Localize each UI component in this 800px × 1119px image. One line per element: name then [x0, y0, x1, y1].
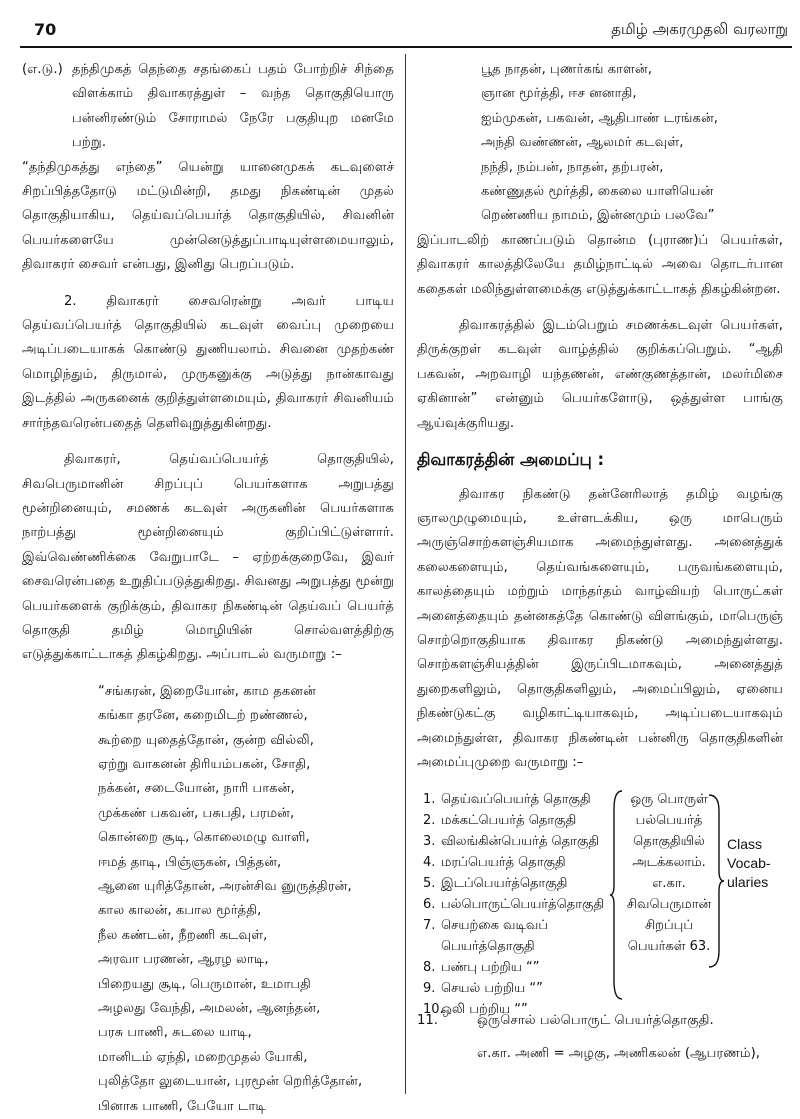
running-title: தமிழ் அகரமுதலி வரலாறு [611, 20, 788, 38]
class-note-line: சிவபெருமான் [626, 897, 712, 913]
verse-line: கால காலன், கபால மூர்த்தி, [98, 903, 262, 919]
page-number: 70 [34, 20, 57, 39]
verse-line: முக்கண் பகவன், பசுபதி, பரமன், [98, 805, 295, 821]
verse-line: கண்ணுதல் மூர்த்தி, கைலை யாளியென் [481, 184, 714, 200]
class-note [624, 789, 714, 957]
paragraph-6: திவாகர நிகண்டு தன்னேரிலாத் தமிழ் வழங்கு ஞாலமுழுமையும், உள்ளடக்கிய, ஒரு மாபெரும் அருஞ்சொற்களஞ்சியமாக அமைந்துள்ளது. அனைத்துக் கலைகளையும், தெய்வங்களையும், பருவங்களையும், காலத்தையும் மற்றும் மாந்தர்தம் வாழ்வியற் பொருட்கள் அனைத்தையும் தன்னகத்தே கொண்டு விளங்கும், மாபெருஞ் சொற்றொகுதியாக திவாகர நிகண்டு அமைந்துள்ளது. சொற்களஞ்சியத்தின் இருப்பிடமாகவும், அனைத்துத் துறைகளிலும், தொகுதிகளிலும், அமைப்பிலும், ஏனைய நிகண்டுகட்கு வழிகாட்டியாகவும், அடிப்படையாகவும் அமைந்துள்ள, திவாகர நிகண்டின் பன்னிரு தொகுதிகளின் அமைப்புமுறை வருமாறு :– [417, 486, 783, 770]
verse-line: மானிடம் ஏந்தி, மறைமுதல் யோகி, [98, 1049, 308, 1065]
column-divider [405, 54, 406, 1094]
verse-line: “சங்கரன், இறையோன், காம தகனன் [98, 683, 316, 699]
example-line: எ.கா. அணி = அழகு, அணிகலன் (ஆபரணம்), [477, 1045, 760, 1061]
class-item-label: தெய்வப்பெயர்த் தொகுதி [441, 792, 591, 808]
verse-line: ஈமத் தாடி, பிஞ்ஞகன், பித்தன், [98, 854, 282, 870]
verse-line: ஏற்று வாகனன் திரியம்பகன், சோதி, [98, 756, 311, 772]
verse-line: அரவா பரணன், ஆரழ லாடி, [98, 952, 269, 968]
class-item [423, 936, 623, 957]
class-item-label: இடப்பெயர்த்தொகுதி [441, 876, 568, 892]
class-item-number: 8. [423, 960, 436, 976]
verse-line: நீல கண்டன், நீறணி கடவுள், [98, 927, 268, 943]
class-item-number: 5. [423, 876, 436, 892]
class-note-line: பெயர்கள் 63. [627, 939, 711, 955]
class-item [423, 831, 623, 852]
class-item [423, 894, 623, 915]
class-item-label: பண்பு பற்றிய “” [441, 960, 540, 976]
class-item-label: பெயர்த்தொகுதி [441, 939, 535, 955]
verse-line: ஐம்முகன், பகவன், ஆதிபாண் டரங்கன், [481, 110, 718, 126]
right-brace [707, 793, 725, 969]
class-item-label: ஒலி பற்றிய “” [441, 1002, 528, 1018]
page-header [20, 20, 792, 46]
example-block [22, 58, 394, 156]
verse-line: கொன்றை சூடி, கொலைமழு வாளி, [98, 830, 310, 846]
class-item-number: 3. [423, 834, 436, 850]
verse-line: ஆனை யுரித்தோன், அரன்சிவ னுருத்திரன், [98, 879, 352, 894]
paragraph-4: இப்பாடலிற் காணப்படும் தொன்ம (புராண)ப் பெயர்கள், திவாகரர் காலத்திலேயே தமிழ்நாட்டில் அவை தொடர்பான கதைகள் மலிந்துள்ளமைக்கு எடுத்துக்காட்டாகத் திகழ்கின்றன. [417, 232, 783, 297]
class-item [423, 852, 623, 873]
class-english-line: Class [727, 836, 763, 853]
class-item [423, 999, 623, 1020]
class-item [423, 873, 623, 894]
verse-line: ஞான மூர்த்தி, ஈச னனாதி, [481, 86, 637, 102]
verse-line: கங்கா தரனே, கறைமிடற் றண்ணல், [98, 708, 308, 724]
verse-line: புலித்தோ லுடையான், புரமூன் றெரித்தோன், [98, 1074, 363, 1090]
paragraph-2: 2. திவாகரர் சைவரென்று அவர் பாடிய தெய்வப்பெயர்த் தொகுதியில் கடவுள் வைப்பு முறையை அடிப்படையாகக் கொண்டு துணியலாம். சிவனை முதற்கண் மொழிந்தும், திருமால், முருகனுக்கு அடுத்து நான்காவது இடத்தில் அருகனைக் குறித்துள்ளமையும், திவாகரர் சிவனியம் சார்ந்தவரென்பதைத் தெளிவுறுத்துகின்றது. [22, 293, 394, 431]
example-verse: தந்திமுகத் தெந்தை சதங்கைப் பதம் போற்றிச் சிந்தை விளக்காம் திவாகரத்துள் – வந்த தொகுதியொரு பன்னிரண்டும் சோராமல் நேரே பகுதியுற மனமே பற்று. [72, 62, 394, 151]
section-title: திவாகரத்தின் அமைப்பு : [417, 450, 605, 470]
verse-line: றெண்ணிய நாமம், இன்னமும் பலவே” [481, 208, 715, 224]
left-column [22, 58, 394, 1119]
verse-line: பினாக பாணி, பேயோ டாடி [98, 1098, 266, 1114]
class-item-number: 4. [423, 855, 436, 871]
paragraph-1: “தந்திமுகத்து எந்தை” யென்று யானைமுகக் கடவுளைச் சிறப்பித்ததோடு மட்டுமின்றி, தமது நிகண்டின் முதல் தொகுதியாகிய, தெய்வப்பெயர்த் தொகுதியில், சிவனின் பெயர்களையே முன்னெடுத்துப்பாடியுள்ளமையாலும், திவாகரர் சைவர் என்பது, இனிது பெறப்படும். [22, 159, 394, 273]
class-english-line: Vocab- [727, 855, 771, 872]
class-note-line: எ.கா. [652, 876, 686, 892]
item-11-text: ஒருசொல் பல்பொருட் பெயர்த்தொகுதி. [477, 1013, 714, 1029]
verse-block [22, 680, 394, 1119]
class-note-line: ஒரு பொருள் [630, 792, 708, 808]
class-note-line: தொகுதியில் [633, 834, 705, 850]
verse-line: நந்தி, நம்பன், நாதன், தற்பரன், [481, 159, 664, 175]
class-note-line: சிறப்புப் [644, 918, 694, 934]
class-item [423, 978, 623, 999]
header-rule [20, 46, 792, 48]
class-item [423, 957, 623, 978]
left-brace [610, 789, 624, 1001]
classification-block [417, 789, 783, 1018]
class-item-number: 7. [423, 918, 436, 934]
verse-line: பிறையது சூடி, பெருமான், உமாபதி [98, 976, 311, 992]
verse-line: பூத நாதன், புணர்கங் காளன், [481, 62, 652, 77]
class-item-label: பல்பொருட்பெயர்த்தொகுதி [441, 897, 605, 913]
class-list [423, 789, 623, 1020]
class-english-line: ularies [727, 874, 769, 891]
class-item-label: செயற்கை வடிவப் [441, 918, 548, 934]
class-item-label: செயல் பற்றிய “” [441, 981, 543, 997]
class-item [423, 915, 623, 936]
class-item-number: 2. [423, 813, 436, 829]
class-item-number: 1. [423, 792, 436, 808]
class-item-label: மக்கட்பெயர்த் தொகுதி [441, 813, 577, 829]
class-item-number: 6. [423, 897, 436, 913]
right-column [417, 58, 783, 1066]
example-label: (எ.டு.) [22, 62, 63, 77]
verse-continuation [417, 58, 783, 229]
item-11-number: 11. [417, 1013, 438, 1029]
class-item-number: 9. [423, 981, 436, 997]
class-item-label: மரப்பெயர்த் தொகுதி [441, 855, 566, 871]
class-item-label: விலங்கின்பெயர்த் தொகுதி [441, 834, 600, 850]
class-note-line: அடக்கலாம். [632, 855, 706, 871]
verse-line: அந்தி வண்ணன், ஆலமர் கடவுள், [481, 135, 684, 151]
class-note-line: பல்பெயர்த் [635, 813, 703, 829]
verse-line: நக்கன், சடையோன், நாரி பாகன், [98, 781, 295, 797]
class-vocabularies-label [727, 835, 771, 892]
class-item-number: 10. [423, 1002, 444, 1018]
paragraph-3: திவாகரர், தெய்வப்பெயர்த் தொகுதியில், சிவபெருமானின் சிறப்புப் பெயர்களாக அறுபத்து மூன்றினையும், சமணக் கடவுள் அருகனின் பெயர்களாக நாற்பத்து மூன்றினையும் குறிப்பிட்டுள்ளார். இவ்வெண்ணிக்கை வேறுபாடே – ஏற்றக்குறைவே, இவர் சைவரென்பதை உறுதிப்படுத்துகிறது. சிவனது அறுபத்து மூன்று பெயர்களைக் குறிக்கும், திவாகர நிகண்டின் தெய்வப் பெயர்த் தொகுதி தமிழ் மொழியின் சொல்வளத்திற்கு எடுத்துக்காட்டாகத் திகழ்கிறது. அப்பாடல் வருமாறு :– [22, 452, 394, 663]
verse-line: கூற்றை யுதைத்தோன், குன்ற வில்லி, [98, 732, 315, 748]
class-item [423, 789, 623, 810]
verse-line: அழலது வேந்தி, அமலன், ஆனந்தன், [98, 1001, 321, 1017]
paragraph-5: திவாகரத்தில் இடம்பெறும் சமணக்கடவுள் பெயர்கள், திருக்குறள் கடவுள் வாழ்த்தில் குறிக்கப்பெறும். “ஆதி பகவன், அறவாழி யந்தணன், எண்குணத்தான், மலர்மிசை ஏகினான்” என்னும் பெயர்களோடு, ஒத்துள்ள பாங்கு ஆய்வுக்குரியது. [417, 318, 783, 431]
verse-line: பரசு பாணி, சுடலை யாடி, [98, 1025, 252, 1041]
class-item [423, 810, 623, 831]
